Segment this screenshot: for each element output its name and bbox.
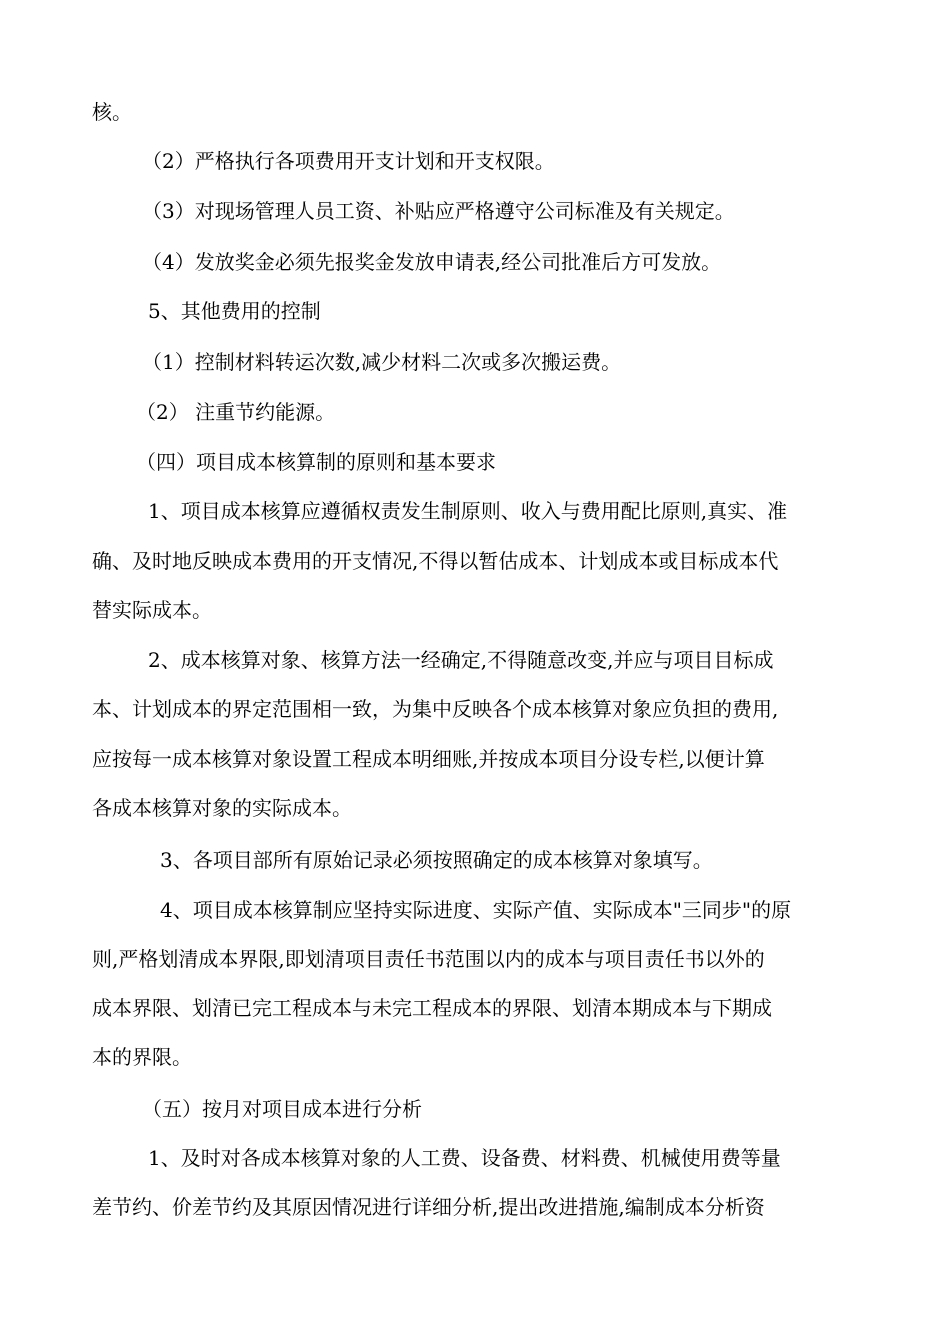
section-heading: （四）项目成本核算制的原则和基本要求 bbox=[136, 450, 496, 474]
text-line: 1、及时对各成本核算对象的人工费、设备费、材料费、机械使用费等量 bbox=[148, 1146, 781, 1170]
text-line: 各成本核算对象的实际成本。 bbox=[92, 796, 352, 820]
text-line: 替实际成本。 bbox=[92, 598, 212, 622]
text-line: 本的界限。 bbox=[92, 1045, 192, 1069]
text-line: （3）对现场管理人员工资、补贴应严格遵守公司标准及有关规定。 bbox=[142, 199, 735, 223]
text-line: 差节约、价差节约及其原因情况进行详细分析,提出改进措施,编制成本分析资 bbox=[92, 1195, 765, 1219]
text-line: 成本界限、划清已完工程成本与未完工程成本的界限、划清本期成本与下期成 bbox=[92, 996, 772, 1020]
text-line: 3、各项目部所有原始记录必须按照确定的成本核算对象填写。 bbox=[160, 848, 713, 872]
section-heading: 5、其他费用的控制 bbox=[148, 299, 321, 323]
section-heading: （五）按月对项目成本进行分析 bbox=[142, 1097, 422, 1121]
text-line: （4）发放奖金必须先报奖金发放申请表,经公司批准后方可发放。 bbox=[142, 250, 722, 274]
text-line: 确、及时地反映成本费用的开支情况,不得以暂估成本、计划成本或目标成本代 bbox=[92, 549, 779, 573]
text-line: （1）控制材料转运次数,减少材料二次或多次搬运费。 bbox=[142, 350, 622, 374]
text-line: 1、项目成本核算应遵循权责发生制原则、收入与费用配比原则,真实、准 bbox=[148, 499, 788, 523]
text-line: 2、成本核算对象、核算方法一经确定,不得随意改变,并应与项目目标成 bbox=[148, 648, 774, 672]
text-line: 核。 bbox=[92, 100, 132, 124]
text-line: 4、项目成本核算制应坚持实际进度、实际产值、实际成本"三同步"的原 bbox=[160, 898, 792, 922]
text-line: 应按每一成本核算对象设置工程成本明细账,并按成本项目分设专栏,以便计算 bbox=[92, 747, 765, 771]
text-line: （2）严格执行各项费用开支计划和开支权限。 bbox=[142, 149, 555, 173]
text-line: （2） 注重节约能源。 bbox=[136, 400, 336, 424]
text-line: 本、计划成本的界定范围相一致，为集中反映各个成本核算对象应负担的费用, bbox=[92, 697, 779, 721]
text-line: 则,严格划清成本界限,即划清项目责任书范围以内的成本与项目责任书以外的 bbox=[92, 947, 765, 971]
